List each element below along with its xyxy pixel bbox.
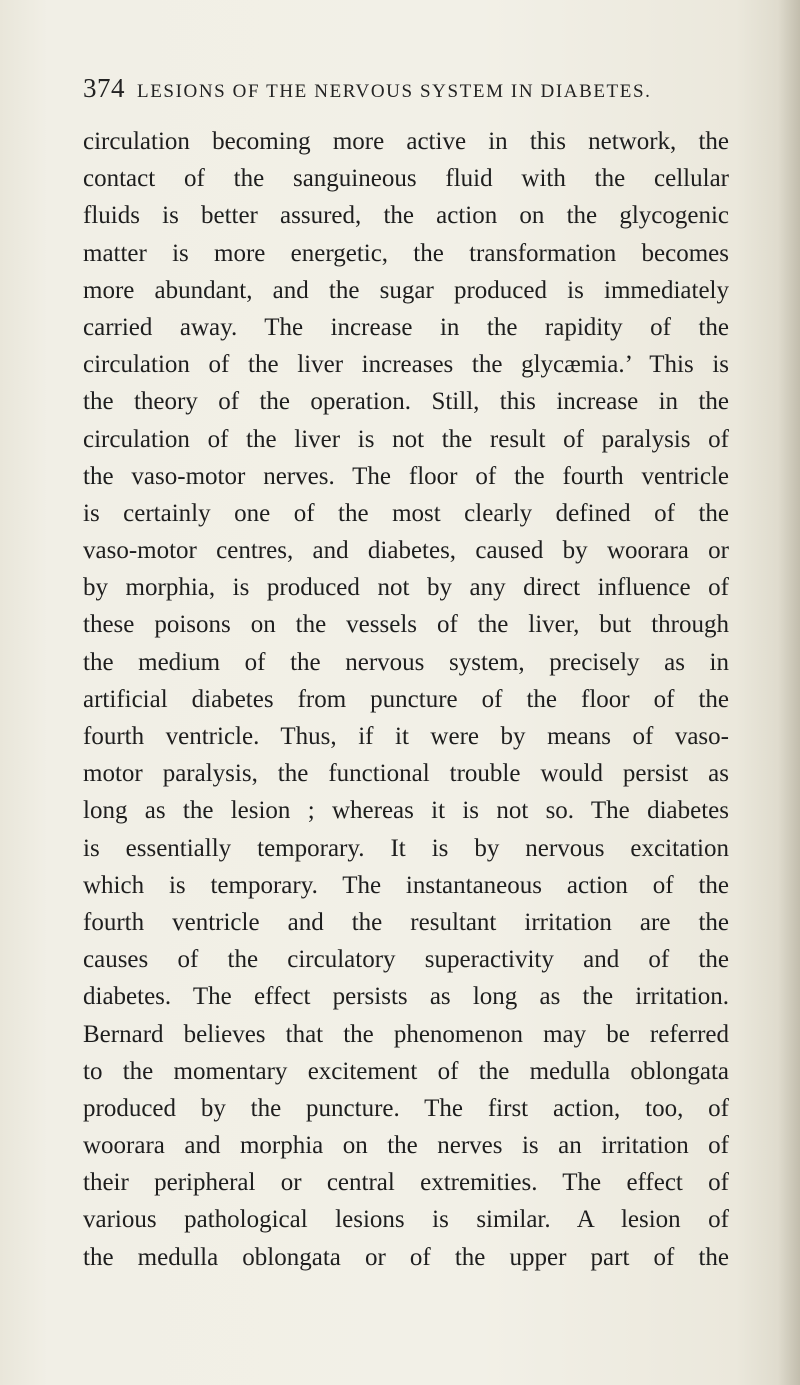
text-line: is essentially temporary. It is by nervous excitation (83, 834, 729, 862)
text-line: woorara and morphia on the nerves is an irritation of (83, 1132, 729, 1160)
text-line: circulation of the liver increases the glycæmia.’ This is (83, 351, 729, 379)
text-line: circulation becoming more active in this network, the (83, 128, 729, 155)
text-line: which is temporary. The instantaneous action of the (83, 871, 729, 899)
text-line: motor paralysis, the functional trouble would persist as (83, 760, 729, 788)
text-line: the vaso-motor nerves. The floor of the fourth ventricle (83, 462, 729, 490)
text-line: produced by the puncture. The first action, too, of (83, 1094, 729, 1122)
text-line: vaso-motor centres, and diabetes, caused by woorara or (83, 537, 729, 565)
page-number: 374 (83, 73, 125, 103)
text-line: artificial diabetes from puncture of the floor of the (83, 685, 729, 713)
text-line: matter is more energetic, the transformation becomes (83, 239, 729, 267)
text-line: various pathological lesions is similar. A lesion of (83, 1206, 729, 1234)
body-text (83, 123, 729, 1276)
text-line: carried away. The increase in the rapidity of the (83, 313, 729, 341)
text-line: diabetes. The effect persists as long as the irritation. (83, 983, 729, 1011)
text-line: the medium of the nervous system, precisely as in (83, 648, 729, 676)
text-line: long as the lesion ; whereas it is not so. The diabetes (83, 797, 729, 825)
text-line: fourth ventricle. Thus, if it were by means of vaso- (83, 723, 729, 750)
text-line: the medulla oblongata or of the upper part of the (83, 1243, 729, 1271)
text-line: is certainly one of the most clearly defined of the (83, 499, 729, 527)
text-line: circulation of the liver is not the result of paralysis of (83, 425, 729, 453)
running-title: LESIONS OF THE NERVOUS SYSTEM IN DIABETES. (137, 81, 652, 102)
text-line: Bernard believes that the phenomenon may be referred (83, 1020, 729, 1048)
text-line: these poisons on the vessels of the liver, but through (83, 611, 729, 639)
text-line: fluids is better assured, the action on the glycogenic (83, 202, 729, 230)
text-line: the theory of the operation. Still, this increase in the (83, 388, 729, 416)
text-line: to the momentary excitement of the medulla oblongata (83, 1057, 729, 1085)
page-edge-shadow (778, 0, 800, 1385)
text-line: causes of the circulatory superactivity and of the (83, 946, 729, 974)
running-head (83, 73, 723, 109)
text-line: more abundant, and the sugar produced is immediately (83, 276, 729, 304)
text-line: their peripheral or central extremities. The effect of (83, 1169, 729, 1197)
text-line: fourth ventricle and the resultant irritation are the (83, 908, 729, 936)
text-line: contact of the sanguineous fluid with the cellular (83, 165, 729, 193)
text-line: by morphia, is produced not by any direct influence of (83, 574, 729, 602)
